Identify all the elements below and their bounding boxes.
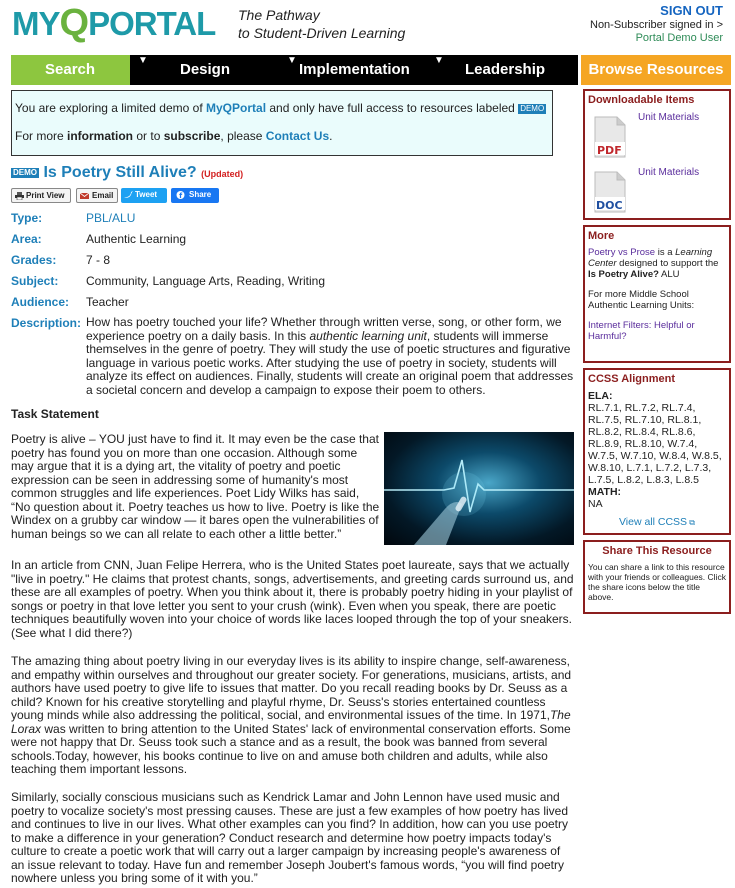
- task-paragraph-3: The amazing thing about poetry living in our everyday lives is its ability to inspire change, self-awareness, and empathy within ourselves and throughout our greater society. For generations, musicians, artists, and authors have used poetry to give life to issues that matter. Do you recall reading books by Dr. Seuss as a child? Known for his creative storytelling and playful rhyme, Dr. Seuss's stories entertained countless young minds while also addressing the political, social, and environmental issues of the time. In 1971,The Lorax was written to bring attention to the United States' lack of environmental conservation efforts. Some were not happy that Dr. Seuss took such a stance and as a result, the book was banned from several schools.Today, however, his books continue to live on and amuse both children and adults, while also teaching them important lessons.: [11, 654, 572, 776]
- print-view-button[interactable]: Print View: [11, 188, 71, 203]
- ccss-panel: CCSS Alignment ELA: RL.7.1, RL.7.2, RL.7.4, RL.7.5, RL.7.10, RL.8.1, RL.8.2, RL.8.4, RL.8.6, RL.8.9, RL.8.10, W.7.4, W.7.5, W.7.10, W.8.4, W.8.5, W.8.10, L.7.1, L.7.2, L.7.3, L.7.5, L.8.2, L.8.3, L.8.5 MATH: NA View all CCSS ⧉: [583, 368, 731, 535]
- user-name-link[interactable]: Portal Demo User: [635, 32, 723, 44]
- math-standards: NA: [588, 498, 603, 510]
- poetry-vs-prose-link[interactable]: Poetry vs Prose: [588, 247, 656, 258]
- demo-badge: DEMO: [520, 103, 545, 113]
- envelope-icon: [80, 192, 89, 200]
- task-paragraph-1: Poetry is alive – YOU just have to find it. It may even be the case that poetry has found you on more than one occasion. Although some may argue that it is a dying art, the vitality of poetry and poetic expression can be seen in addressing some of humanity's most common struggles and life experiences. Poet Lidy Wilks has said, “No question about it. Poetry teaches us how to live. Poetry is like the Windex on a grubby car window — it bares open the vulnerabilities of human beings so we can all relate to each other a little better.”: [11, 432, 380, 541]
- facebook-icon: [176, 191, 185, 199]
- ccss-title: CCSS Alignment: [588, 373, 675, 385]
- facebook-share-button[interactable]: f Share: [171, 188, 219, 203]
- download-item-doc[interactable]: [585, 164, 729, 219]
- downloads-title: Downloadable Items: [588, 94, 695, 106]
- demo-notice: You are exploring a limited demo of MyQPortal and only have full access to resources labeled DEMO For more information or to subscribe, please Contact Us.: [11, 90, 553, 156]
- nav-implementation[interactable]: Implementation: [299, 61, 410, 78]
- contact-us-link[interactable]: Contact Us: [265, 129, 330, 143]
- internet-filters-link[interactable]: Internet Filters: Helpful or Harmful?: [588, 320, 695, 342]
- task-statement-heading: Task Statement: [11, 407, 99, 421]
- implementation-dropdown-icon[interactable]: ▼: [287, 55, 297, 66]
- share-panel: [583, 540, 731, 614]
- share-instructions: You can share a link to this resource with your friends or colleagues. Click the share icons below the title above.: [588, 562, 726, 602]
- account-area: [590, 4, 723, 45]
- nav-search[interactable]: Search: [11, 55, 130, 85]
- printer-icon: [15, 192, 24, 200]
- more-title: More: [588, 230, 615, 242]
- download-item-pdf[interactable]: [585, 109, 729, 164]
- ela-standards: RL.7.1, RL.7.2, RL.7.4, RL.7.5, RL.7.10, RL.8.1, RL.8.2, RL.8.4, RL.8.6, RL.8.9, RL.8.10, W.7.4, W.7.5, W.7.10, W.8.4, W.8.5, W.8.10, L.7.1, L.7.2, L.7.3, L.7.5, L.8.2, L.8.3, L.8.5: [588, 402, 722, 486]
- unit-materials-pdf-link[interactable]: Unit Materials: [638, 112, 700, 123]
- downloads-panel: [583, 89, 731, 220]
- myqportal-logo[interactable]: MYQPORTAL: [12, 2, 216, 44]
- more-panel: More Poetry vs Prose is a Learning Center designed to support the Is Poetry Alive? ALU For more Middle School Authentic Learning Units: Internet Filters: Helpful or Harmful?: [583, 225, 731, 363]
- svg-text:PDF: PDF: [597, 144, 622, 157]
- design-dropdown-icon[interactable]: ▼: [138, 55, 148, 66]
- external-link-icon: ⧉: [687, 518, 696, 527]
- share-title: Share This Resource: [602, 545, 712, 557]
- updated-label: (Updated): [201, 169, 244, 179]
- browse-resources-button[interactable]: Browse Resources: [581, 55, 731, 85]
- doc-file-icon[interactable]: [593, 170, 627, 214]
- leadership-dropdown-icon[interactable]: ▼: [434, 55, 444, 66]
- sign-out-link[interactable]: SIGN OUT: [660, 3, 723, 18]
- tagline: The Pathway to Student-Driven Learning: [238, 7, 406, 41]
- task-paragraph-4: Similarly, socially conscious musicians such as Kendrick Lamar and John Lennon have used music and poetry to vocalize society's most pressing causes. These are just a few examples of how poetry has lived and continues to live in our lives. What other examples can you find? In addition, how can you use poetry to make a difference in your generation? Conduct research and determine how poetry impacts today's culture to create a poetic work that will carry out a larger campaign by increasing people's awareness of an issue relevant to today. Have fun and remember Joseph Joubert's famous words, “you will find poetry nowhere unless you bring some of it with you.”: [11, 790, 569, 885]
- twitter-bird-icon: [124, 191, 133, 199]
- hand-touching-pulse-image: [384, 432, 574, 545]
- unit-materials-doc-link[interactable]: Unit Materials: [638, 167, 700, 178]
- page-title: Is Poetry Still Alive?: [43, 164, 197, 181]
- type-link[interactable]: PBL/ALU: [86, 211, 136, 225]
- nav-design[interactable]: Design: [180, 61, 231, 78]
- task-paragraph-2: In an article from CNN, Juan Felipe Herrera, who is the United States poet laureate, says that we actually "live in poetry." He claims that protest chants, songs, advertisements, and greeting cards surround us, and these are all examples of poetry. When you think about it, there is probably poetry hiding in your playlist of songs or poetry in that love letter you sent to your crush (wink). Even when you speak, there are poetic techniques beautifully woven into your choice of words like laces looped through the top of your sneakers. (See what I did there?): [11, 558, 574, 640]
- svg-text:f: f: [179, 191, 183, 199]
- pdf-file-icon[interactable]: [593, 115, 627, 159]
- demo-badge: DEMO: [13, 167, 37, 177]
- view-all-ccss-link[interactable]: View all CCSS ⧉: [618, 516, 696, 528]
- resource-title: [11, 164, 243, 182]
- site-header: [0, 0, 735, 55]
- myqportal-link[interactable]: MyQPortal: [206, 101, 267, 115]
- tweet-button[interactable]: Tweet: [121, 188, 167, 203]
- main-nav: [11, 55, 578, 85]
- nav-leadership[interactable]: Leadership: [465, 61, 546, 78]
- signed-in-status: Non-Subscriber signed in >: [590, 19, 723, 31]
- email-button[interactable]: Email: [76, 188, 118, 203]
- svg-text:DOC: DOC: [596, 199, 623, 212]
